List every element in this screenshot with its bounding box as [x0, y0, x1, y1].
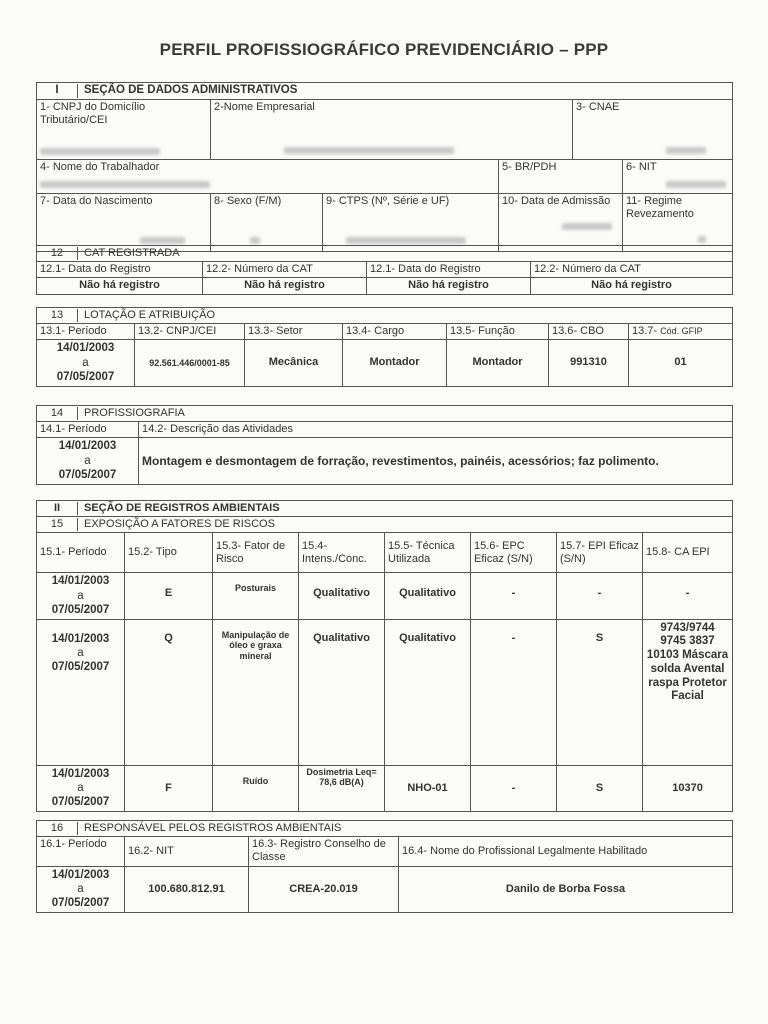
professional-name: Danilo de Borba Fossa — [399, 866, 733, 912]
sector-value: Mecânica — [245, 340, 343, 386]
redacted-value — [666, 147, 706, 154]
nit-value: 100.680.812.91 — [125, 866, 249, 912]
company-name-label: 2-Nome Empresarial — [214, 100, 315, 113]
birth-date-label: 7- Data do Nascimento — [40, 194, 153, 207]
period-cell: 14/01/2003 a 07/05/2007 — [37, 340, 135, 386]
period-header: 13.1- Período — [37, 324, 135, 340]
section-profissiografia — [36, 405, 733, 485]
cat-number-header-1: 12.2- Número da CAT — [203, 262, 367, 278]
ctps-label: 9- CTPS (Nº, Série e UF) — [326, 194, 450, 207]
period-cell: 14/01/2003 a 07/05/2007 — [37, 438, 139, 484]
sex-label: 8- Sexo (F/M) — [214, 194, 282, 207]
period-cell: 14/01/2003 a 07/05/2007 — [37, 866, 125, 912]
period-cell: 14/01/2003 a 07/05/2007 — [37, 765, 125, 811]
section-title: LOTAÇÃO E ATRIBUIÇÃO — [84, 309, 216, 321]
intensity-header: 15.4- Intens./Conc. — [299, 533, 385, 573]
section-environmental — [36, 500, 733, 812]
cnpj-header: 13.2- CNPJ/CEI — [135, 324, 245, 340]
cbo-value: 991310 — [549, 340, 629, 386]
type-header: 15.2- Tipo — [125, 533, 213, 573]
cat-date-header-2: 12.1- Data do Registro — [367, 262, 531, 278]
worker-name-label: 4- Nome do Trabalhador — [40, 161, 160, 174]
cnpj-value: 92.561.446/0001-85 — [135, 340, 245, 386]
redacted-value — [40, 148, 160, 155]
section-number: 12 — [37, 247, 78, 260]
section-title: SEÇÃO DE REGISTROS AMBIENTAIS — [84, 502, 280, 514]
section-number: 15 — [37, 518, 78, 531]
section-lotacao — [36, 307, 733, 387]
council-header: 16.3- Registro Conselho de Classe — [249, 837, 399, 866]
cnae-label: 3- CNAE — [576, 100, 620, 113]
section-title: EXPOSIÇÃO A FATORES DE RISCOS — [84, 518, 275, 531]
risk-factor-header: 15.3- Fator de Risco — [213, 533, 299, 573]
nit-header: 16.2- NIT — [125, 837, 249, 866]
epi-header: 15.7- EPI Eficaz (S/N) — [557, 533, 643, 573]
role-header: 13.4- Cargo — [343, 324, 447, 340]
redacted-value — [250, 237, 260, 244]
admission-label: 10- Data de Admissão — [502, 194, 611, 207]
section-number: II — [37, 502, 78, 515]
cat-date-header-1: 12.1- Data do Registro — [37, 262, 203, 278]
section-administrative — [36, 82, 733, 252]
description-header: 14.2- Descrição das Atividades — [139, 422, 733, 438]
ca-header: 15.8- CA EPI — [643, 533, 733, 573]
role-value: Montador — [343, 340, 447, 386]
cat-value: Não há registro — [37, 278, 203, 294]
redacted-value — [40, 181, 210, 188]
period-header: 15.1- Período — [37, 533, 125, 573]
cat-number-header-2: 12.2- Número da CAT — [531, 262, 733, 278]
redacted-value — [346, 237, 466, 244]
section-cat — [36, 245, 733, 295]
professional-name-header: 16.4- Nome do Profissional Legalmente Habilitado — [399, 837, 733, 866]
section-number: 13 — [37, 309, 78, 322]
period-header: 14.1- Período — [37, 422, 139, 438]
br-pdh-label: 5- BR/PDH — [502, 161, 557, 174]
period-cell: 14/01/2003 a 07/05/2007 — [37, 573, 125, 619]
period-cell: 14/01/2003 a 07/05/2007 — [37, 619, 125, 765]
table-row: 14/01/2003 a 07/05/2007 Q Manipulação de óleo e graxa mineral Qualitativo Qualitativo - S 9743/9744 9745 3837 10103 Máscara solda Avental raspa Protetor Facial — [37, 619, 733, 765]
period-header: 16.1- Período — [37, 837, 125, 866]
section-number: 14 — [37, 407, 78, 420]
section-responsible — [36, 820, 733, 913]
redacted-value — [284, 147, 454, 154]
sector-header: 13.3- Setor — [245, 324, 343, 340]
redacted-value — [140, 237, 185, 244]
epc-header: 15.6- EPC Eficaz (S/N) — [471, 533, 557, 573]
redacted-value — [562, 223, 612, 230]
section-title: RESPONSÁVEL PELOS REGISTROS AMBIENTAIS — [84, 822, 342, 834]
cnpj-label: 1- CNPJ do Domicílio Tributário/CEI — [40, 100, 146, 126]
cat-value: Não há registro — [367, 278, 531, 294]
table-row: 14/01/2003 a 07/05/2007 E Posturais Qualitativo Qualitativo - - - — [37, 573, 733, 619]
document-title: PERFIL PROFISSIOGRÁFICO PREVIDENCIÁRIO – PPP — [159, 40, 609, 59]
section-number: 16 — [37, 822, 78, 835]
technique-header: 15.5- Técnica Utilizada — [385, 533, 471, 573]
cat-value: Não há registro — [203, 278, 367, 294]
section-number: I — [37, 84, 78, 98]
table-row: 14/01/2003 a 07/05/2007 F Ruído Dosimetria Leq= 78,6 dB(A) NHO-01 - S 10370 — [37, 765, 733, 811]
redacted-value — [666, 181, 726, 188]
function-header: 13.5- Função — [447, 324, 549, 340]
council-value: CREA-20.019 — [249, 866, 399, 912]
section-title: SEÇÃO DE DADOS ADMINISTRATIVOS — [84, 84, 298, 96]
regime-label: 11- Regime Revezamento — [626, 194, 694, 220]
function-value: Montador — [447, 340, 549, 386]
activity-description: Montagem e desmontagem de forração, revestimentos, painéis, acessórios; faz polimento. — [139, 438, 733, 484]
cat-value: Não há registro — [531, 278, 733, 294]
nit-label: 6- NIT — [626, 161, 657, 174]
redacted-value — [698, 236, 706, 243]
gfip-value: 01 — [629, 340, 733, 386]
cbo-header: 13.6- CBO — [549, 324, 629, 340]
gfip-header: 13.7- Cód. GFIP — [629, 324, 733, 340]
section-title: PROFISSIOGRAFIA — [84, 407, 185, 419]
section-title: CAT REGISTRADA — [84, 247, 180, 259]
